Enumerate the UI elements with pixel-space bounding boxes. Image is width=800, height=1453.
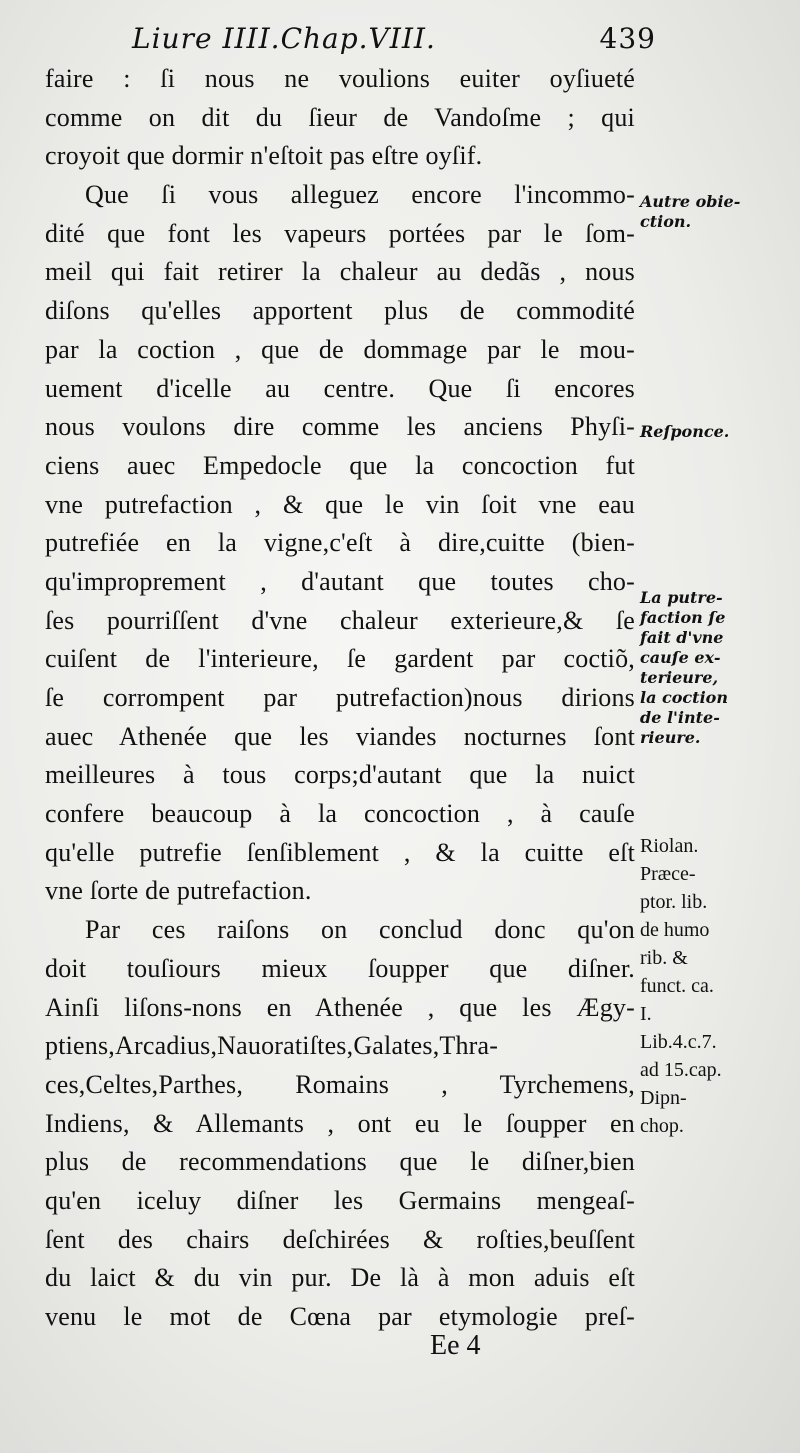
running-title: Liure IIII.Chap.VIII. (132, 22, 436, 55)
text-line: dité que font les vapeurs portées par le ſom- (45, 218, 635, 248)
text-line: vne ſorte de putrefaction. (45, 876, 312, 906)
margin-note-reference: Riolan. Præce- ptor. lib. de humo rib. & funct. ca. I. Lib.4.c.7. ad 15.cap. Dipn- chop. (640, 835, 722, 1137)
text-line: du laict & du vin pur. De là à mon aduis eſt (45, 1263, 635, 1293)
text-line: ſe corrompent par putrefaction)nous dirions (45, 683, 635, 712)
text-line: qu'improprement , d'autant que toutes cho- (45, 566, 635, 596)
page-number: 439 (599, 22, 656, 55)
text-line: comme on dit du ſieur de Vandoſme ; qui (45, 102, 635, 132)
text-line: Par ces raiſons on conclud donc qu'on (85, 915, 635, 945)
text-line: meilleures à tous corps;d'autant que la nuict (45, 760, 635, 790)
catchword: Ee 4 (430, 1330, 481, 1361)
margin-note-objection: Autre obie- ction. (640, 192, 741, 231)
text-line: vne putrefaction , & que le vin ſoit vne eau (45, 489, 635, 519)
text-line: ſes pourriſſent d'vne chaleur exterieure,& ſe (45, 605, 635, 635)
text-line: ciens auec Empedocle que la concoction fut (45, 450, 635, 480)
margin-note-putrefaction: La putre- faction ſe fait d'vne cauſe ex- terieure, la coction de l'inte- rieure. (640, 588, 728, 747)
text-line: nous voulons dire comme les anciens Phyſi- (45, 412, 635, 442)
text-line: qu'elle putrefie ſenſiblement , & la cuitte eſt (45, 837, 635, 867)
text-line: meil qui fait retirer la chaleur au dedãs , nous (45, 257, 635, 287)
text-line: Ainſi liſons-nons en Athenée , que les Ægy- (45, 992, 635, 1022)
text-line: diſons qu'elles apportent plus de commodité (45, 296, 635, 326)
text-line: Que ſi vous alleguez encore l'incommo- (85, 180, 635, 210)
main-text (45, 60, 635, 1337)
text-line: uement d'icelle au centre. Que ſi encores (45, 373, 635, 403)
text-line: croyoit que dormir n'eſtoit pas eſtre oyſif. (45, 141, 483, 171)
text-line: par la coction , que de dommage par le mou- (45, 334, 635, 364)
running-header (60, 22, 660, 62)
text-line: ſent des chairs deſchirées & roſties,beuſſent (45, 1224, 635, 1254)
text-line: confere beaucoup à la concoction , à cauſe (45, 799, 635, 829)
text-line: faire : ſi nous ne voulions euiter oyſiueté (45, 64, 635, 93)
text-line: doit touſiours mieux ſoupper que diſner. (45, 953, 635, 983)
text-line: auec Athenée que les viandes nocturnes ſont (45, 721, 635, 751)
margin-note-response: Reſponce. (640, 422, 730, 441)
text-line: cuiſent de l'interieure, ſe gardent par coctiõ, (45, 644, 635, 674)
text-line: ces,Celtes,Parthes, Romains , Tyrchemens, (45, 1069, 635, 1099)
text-line: venu le mot de Cœna par etymologie preſ- (45, 1302, 635, 1331)
text-line: putrefiée en la vigne,c'eſt à dire,cuitte (bien- (45, 528, 635, 558)
text-line: qu'en iceluy diſner les Germains mengeaſ- (45, 1185, 635, 1215)
text-line: Indiens, & Allemants , ont eu le ſoupper en (45, 1108, 635, 1138)
text-line: ptiens,Arcadius,Nauoratiſtes,Galates,Thra- (45, 1031, 499, 1061)
text-line: plus de recommendations que le diſner,bien (45, 1147, 635, 1177)
